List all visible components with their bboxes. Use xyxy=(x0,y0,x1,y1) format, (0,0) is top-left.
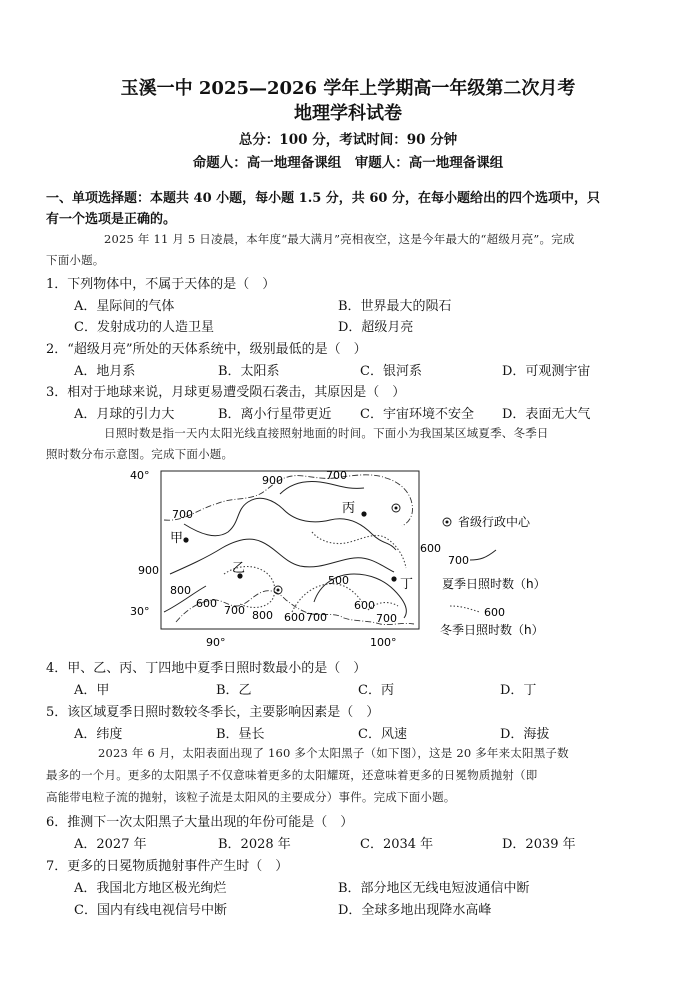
summer-contour-800 xyxy=(184,498,396,550)
q4-option-a[interactable]: A．甲 xyxy=(74,683,110,698)
contour-label-600-se: 600 xyxy=(354,599,375,612)
contour-label-800-south: 800 xyxy=(252,609,273,622)
contour-label-600-east: 600 xyxy=(420,542,441,555)
q3-option-d[interactable]: D．表面无大气 xyxy=(502,407,591,422)
place-ding-label: 丁 xyxy=(400,577,414,592)
q4-option-d[interactable]: D．丁 xyxy=(500,683,537,698)
contour-label-900-west: 900 xyxy=(138,564,159,577)
q4-option-c[interactable]: C．丙 xyxy=(358,683,394,698)
capital-icon-northeast xyxy=(392,504,400,512)
sunshine-map xyxy=(124,462,624,654)
contour-label-700-west: 700 xyxy=(172,508,193,521)
q5-option-d[interactable]: D．海拔 xyxy=(500,727,550,742)
boundary-north xyxy=(164,475,413,526)
q6-option-c[interactable]: C．2034 年 xyxy=(360,837,434,852)
summer-contour-700 xyxy=(170,539,394,574)
summer-contour-700-north xyxy=(280,482,364,495)
q6-option-a[interactable]: A．2027 年 xyxy=(74,837,147,852)
exam-title: 玉溪一中 2025—2026 学年上学期高一年级第二次月考 xyxy=(120,78,576,99)
authors: 命题人：高一地理备课组 审题人：高一地理备课组 xyxy=(192,155,504,171)
q7-option-b[interactable]: B．部分地区无线电短波通信中断 xyxy=(338,881,530,896)
contour-label-700-sw: 700 xyxy=(224,604,245,617)
contour-label-700-north: 700 xyxy=(326,469,347,482)
intro-sunshine: 日照时数是指一天内太阳光线直接照射地面的时间。下面小为我国某区域夏季、冬季日 xyxy=(104,426,549,440)
contour-label-600-sw: 600 xyxy=(196,597,217,610)
contour-label-600-south: 600 xyxy=(284,611,305,624)
q7-option-c[interactable]: C．国内有线电视信号中断 xyxy=(74,903,227,918)
section-heading: 一、单项选择题：本题共 40 小题，每小题 1.5 分，共 60 分，在每小题给出的四个选项中，只 xyxy=(46,191,600,206)
question-6: 6．推测下一次太阳黑子大量出现的年份可能是（ ） xyxy=(46,815,354,830)
lon-right-label: 100° xyxy=(370,636,397,649)
intro-sunspot-cont1: 最多的一个月。更多的太阳黑子不仅意味着更多的太阳耀斑，还意味着更多的日冕物质抛射（即 xyxy=(46,768,538,782)
question-3: 3．相对于地球来说，月球更易遭受陨石袭击，其原因是（ ） xyxy=(46,385,406,400)
legend-capital-label: 省级行政中心 xyxy=(458,515,531,529)
place-bing-label: 丙 xyxy=(342,501,356,516)
q3-option-a[interactable]: A．月球的引力大 xyxy=(74,407,175,422)
lon-left-label: 90° xyxy=(206,636,226,649)
question-1: 1．下列物体中，不属于天体的是（ ） xyxy=(46,277,276,292)
intro-sunspot-cont2: 高能带电粒子流的抛射，该粒子流是太阳风的主要成分）事件。完成下面小题。 xyxy=(46,790,456,804)
question-5: 5．该区域夏季日照时数较冬季长，主要影响因素是（ ） xyxy=(46,705,380,720)
legend-winter-value: 600 xyxy=(484,606,505,619)
q1-option-a[interactable]: A．星际间的气体 xyxy=(74,299,175,314)
intro-moon: 2025 年 11 月 5 日凌晨，本年度“最大满月”亮相夜空，这是今年最大的“超级月亮”。完成 xyxy=(104,232,575,246)
place-ding-dot xyxy=(391,576,396,581)
contour-label-500: 500 xyxy=(328,574,349,587)
place-bing-dot xyxy=(361,511,366,516)
contour-label-700-south: 700 xyxy=(306,611,327,624)
section-heading-cont: 有一个选项是正确的。 xyxy=(46,212,177,227)
q3-option-b[interactable]: B．离小行星带更近 xyxy=(218,407,332,422)
legend-summer-label: 夏季日照时数（h） xyxy=(442,577,546,591)
q1-option-b[interactable]: B．世界最大的陨石 xyxy=(338,299,452,314)
q2-option-d[interactable]: D．可观测宇宙 xyxy=(502,364,591,379)
intro-sunspot: 2023 年 6 月，太阳表面出现了 160 多个太阳黑子（如下图），这是 20 多年来太阳黑子数 xyxy=(98,746,569,760)
legend-summer-line xyxy=(470,550,496,560)
contour-label-700-se: 700 xyxy=(376,612,397,625)
winter-contour-500 xyxy=(292,584,362,612)
legend-winter-line xyxy=(450,606,480,612)
question-2: 2．“超级月亮”所处的天体系统中，级别最低的是（ ） xyxy=(46,342,367,357)
q7-option-a[interactable]: A．我国北方地区极光绚烂 xyxy=(74,881,227,896)
exam-subject: 地理学科试卷 xyxy=(294,103,402,124)
q7-option-d[interactable]: D．全球多地出现降水高峰 xyxy=(338,903,492,918)
question-4: 4．甲、乙、丙、丁四地中夏季日照时数最小的是（ ） xyxy=(46,661,367,676)
lat-bottom-label: 30° xyxy=(130,605,150,618)
intro-sunshine-cont: 照时数分布示意图。完成下面小题。 xyxy=(46,447,234,461)
q4-option-b[interactable]: B．乙 xyxy=(216,683,252,698)
lat-top-label: 40° xyxy=(130,469,150,482)
q6-option-d[interactable]: D．2039 年 xyxy=(502,837,576,852)
q5-option-c[interactable]: C．风速 xyxy=(358,727,407,742)
q5-option-b[interactable]: B．昼长 xyxy=(216,727,265,742)
intro-moon-cont: 下面小题。 xyxy=(46,253,105,267)
legend-summer-value: 700 xyxy=(448,554,469,567)
place-jia-label: 甲 xyxy=(170,531,184,546)
q2-option-c[interactable]: C．银河系 xyxy=(360,364,422,379)
winter-contour-600-east xyxy=(312,532,406,568)
q5-option-a[interactable]: A．纬度 xyxy=(74,727,123,742)
score-time: 总分：100 分，考试时间：90 分钟 xyxy=(238,132,458,148)
q1-option-d[interactable]: D．超级月亮 xyxy=(338,320,414,335)
contour-label-900-north: 900 xyxy=(262,474,283,487)
capital-icon-south xyxy=(274,586,282,594)
place-yi-label: 乙 xyxy=(232,561,246,576)
q6-option-b[interactable]: B．2028 年 xyxy=(218,837,291,852)
q3-option-c[interactable]: C．宇宙环境不安全 xyxy=(360,407,474,422)
q1-option-c[interactable]: C．发射成功的人造卫星 xyxy=(74,320,214,335)
place-jia-dot xyxy=(183,537,188,542)
q2-option-a[interactable]: A．地月系 xyxy=(74,364,136,379)
q2-option-b[interactable]: B．太阳系 xyxy=(218,364,280,379)
legend-capital-icon xyxy=(443,518,451,526)
legend-winter-label: 冬季日照时数（h） xyxy=(440,623,544,637)
question-7: 7．更多的日冕物质抛射事件产生时（ ） xyxy=(46,859,289,874)
contour-label-800-sw: 800 xyxy=(170,584,191,597)
